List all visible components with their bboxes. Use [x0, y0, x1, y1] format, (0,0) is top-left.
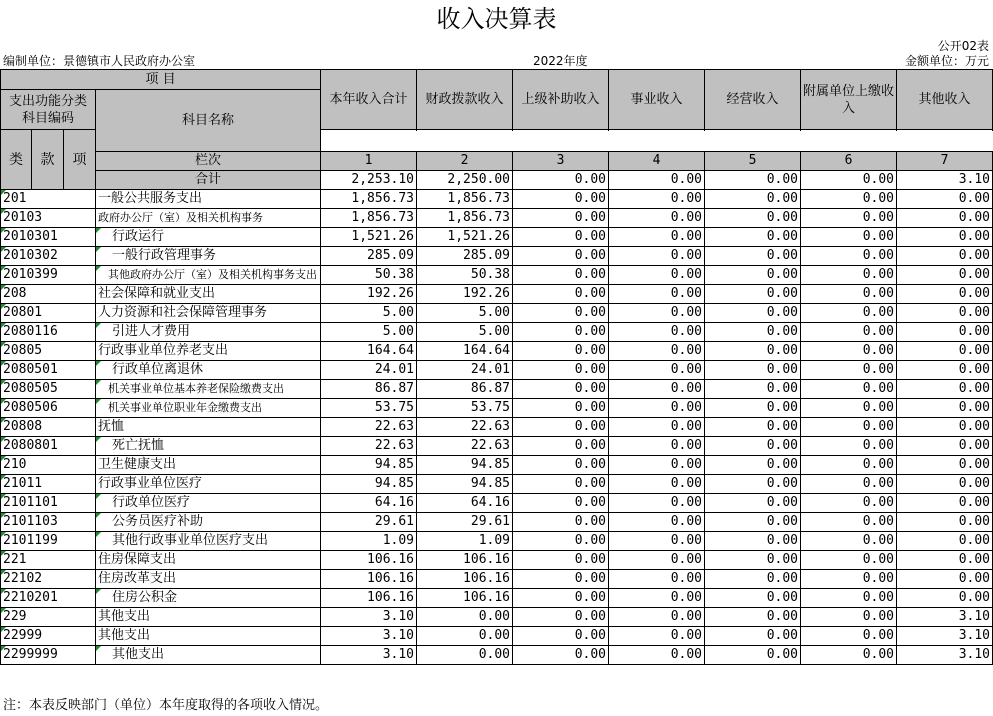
row-value[interactable]: 1,856.73: [321, 190, 417, 209]
total-value: 0.00: [801, 171, 897, 190]
row-name[interactable]: 人力资源和社会保障管理事务: [96, 304, 321, 323]
row-value[interactable]: 53.75: [321, 399, 417, 418]
row-value[interactable]: 0.00: [609, 228, 705, 247]
row-code[interactable]: 21011: [1, 475, 96, 494]
subject-name-header: 科目名称: [96, 90, 321, 152]
row-value[interactable]: 50.38: [417, 266, 513, 285]
row-value[interactable]: 1.09: [321, 532, 417, 551]
row-value[interactable]: 5.00: [417, 323, 513, 342]
row-code[interactable]: 2080116: [1, 323, 96, 342]
row-value[interactable]: 0.00: [609, 361, 705, 380]
row-value[interactable]: 0.00: [513, 532, 609, 551]
row-value[interactable]: 0.00: [609, 494, 705, 513]
row-value[interactable]: 0.00: [897, 418, 993, 437]
row-value[interactable]: 0.00: [705, 646, 801, 665]
row-value[interactable]: 0.00: [513, 399, 609, 418]
row-code[interactable]: 2080506: [1, 399, 96, 418]
row-value[interactable]: 0.00: [705, 570, 801, 589]
row-value[interactable]: 192.26: [321, 285, 417, 304]
row-value[interactable]: 1,521.26: [321, 228, 417, 247]
row-name[interactable]: 行政运行: [96, 228, 321, 247]
row-value[interactable]: 0.00: [801, 380, 897, 399]
row-code[interactable]: 201: [1, 190, 96, 209]
row-code[interactable]: 20805: [1, 342, 96, 361]
row-value[interactable]: 94.85: [321, 475, 417, 494]
row-value[interactable]: 50.38: [321, 266, 417, 285]
row-value[interactable]: 0.00: [897, 513, 993, 532]
row-value[interactable]: 0.00: [513, 608, 609, 627]
table-row: [1, 209, 993, 228]
row-code[interactable]: 2010399: [1, 266, 96, 285]
row-value[interactable]: 5.00: [321, 304, 417, 323]
table-row: [1, 342, 993, 361]
row-value[interactable]: 94.85: [417, 456, 513, 475]
row-code[interactable]: 20808: [1, 418, 96, 437]
row-value[interactable]: 0.00: [801, 418, 897, 437]
row-value[interactable]: 0.00: [705, 304, 801, 323]
row-name[interactable]: 其他政府办公厅（室）及相关机构事务支出: [96, 266, 321, 285]
xiang-header: 项: [64, 130, 96, 190]
table-row: [1, 456, 993, 475]
lanci-label: 栏次: [96, 152, 321, 171]
row-value[interactable]: 0.00: [705, 342, 801, 361]
table-row: [1, 608, 993, 627]
row-code[interactable]: 229: [1, 608, 96, 627]
unit-label: 编制单位：景德镇市人民政府办公室: [3, 54, 196, 68]
row-value[interactable]: 0.00: [897, 456, 993, 475]
row-name[interactable]: 引进人才费用: [96, 323, 321, 342]
col-num: 3: [513, 152, 609, 171]
row-code[interactable]: 20103: [1, 209, 96, 228]
row-value[interactable]: 0.00: [705, 551, 801, 570]
row-name[interactable]: 其他支出: [96, 608, 321, 627]
row-value[interactable]: 86.87: [417, 380, 513, 399]
table-row: [1, 437, 993, 456]
row-code[interactable]: 22999: [1, 627, 96, 646]
row-code[interactable]: 2010301: [1, 228, 96, 247]
row-name[interactable]: 机关事业单位职业年金缴费支出: [96, 399, 321, 418]
row-value[interactable]: 0.00: [705, 285, 801, 304]
row-value[interactable]: 0.00: [513, 380, 609, 399]
row-value[interactable]: 0.00: [897, 228, 993, 247]
row-value[interactable]: 0.00: [609, 551, 705, 570]
row-value[interactable]: 1.09: [417, 532, 513, 551]
row-value[interactable]: 0.00: [609, 247, 705, 266]
income-table: [0, 69, 993, 665]
total-value: 0.00: [705, 171, 801, 190]
table-row: [1, 551, 993, 570]
row-value[interactable]: 285.09: [417, 247, 513, 266]
row-value[interactable]: 0.00: [705, 456, 801, 475]
col-header-6: 附属单位上缴收入: [801, 70, 897, 130]
row-value[interactable]: 0.00: [609, 646, 705, 665]
row-value[interactable]: 0.00: [705, 399, 801, 418]
row-value[interactable]: 1,856.73: [321, 209, 417, 228]
row-value[interactable]: 0.00: [513, 342, 609, 361]
row-value[interactable]: 0.00: [609, 513, 705, 532]
form-code: 公开02表: [937, 39, 989, 53]
row-value[interactable]: 1,856.73: [417, 190, 513, 209]
row-value[interactable]: 0.00: [801, 589, 897, 608]
row-value[interactable]: 0.00: [897, 190, 993, 209]
row-value[interactable]: 0.00: [609, 209, 705, 228]
row-value[interactable]: 0.00: [801, 475, 897, 494]
row-value[interactable]: 106.16: [321, 551, 417, 570]
row-value[interactable]: 3.10: [321, 608, 417, 627]
row-value[interactable]: 0.00: [417, 627, 513, 646]
row-value[interactable]: 0.00: [513, 437, 609, 456]
item-header: 项 目: [1, 70, 321, 90]
row-value[interactable]: 0.00: [417, 646, 513, 665]
row-value[interactable]: 1,856.73: [417, 209, 513, 228]
row-code[interactable]: 2080501: [1, 361, 96, 380]
table-row: [1, 380, 993, 399]
row-value[interactable]: 53.75: [417, 399, 513, 418]
row-code[interactable]: 2080801: [1, 437, 96, 456]
row-value[interactable]: 0.00: [609, 342, 705, 361]
row-value[interactable]: 0.00: [513, 589, 609, 608]
row-value[interactable]: 0.00: [897, 380, 993, 399]
row-value[interactable]: 0.00: [801, 361, 897, 380]
row-value[interactable]: 94.85: [321, 456, 417, 475]
row-value[interactable]: 22.63: [417, 437, 513, 456]
row-value[interactable]: 0.00: [609, 399, 705, 418]
row-value[interactable]: 0.00: [609, 589, 705, 608]
row-value[interactable]: 0.00: [513, 266, 609, 285]
total-value: 0.00: [609, 171, 705, 190]
row-name[interactable]: 行政事业单位养老支出: [96, 342, 321, 361]
table-row: [1, 532, 993, 551]
row-value[interactable]: 0.00: [513, 247, 609, 266]
col-num: 7: [897, 152, 993, 171]
table-row: [1, 494, 993, 513]
row-value[interactable]: 0.00: [705, 475, 801, 494]
row-value[interactable]: 0.00: [513, 475, 609, 494]
row-value[interactable]: 0.00: [705, 361, 801, 380]
row-value[interactable]: 0.00: [705, 627, 801, 646]
row-value[interactable]: 0.00: [801, 532, 897, 551]
row-code[interactable]: 2210201: [1, 589, 96, 608]
col-header-5: 经营收入: [705, 70, 801, 130]
year-label: 2022年度: [533, 54, 588, 68]
row-value[interactable]: 0.00: [705, 608, 801, 627]
row-value[interactable]: 0.00: [897, 247, 993, 266]
row-name[interactable]: 机关事业单位基本养老保险缴费支出: [96, 380, 321, 399]
row-code[interactable]: 221: [1, 551, 96, 570]
row-code[interactable]: 2299999: [1, 646, 96, 665]
row-value[interactable]: 106.16: [321, 589, 417, 608]
row-code[interactable]: 210: [1, 456, 96, 475]
row-value[interactable]: 0.00: [801, 399, 897, 418]
row-value[interactable]: 0.00: [801, 437, 897, 456]
row-value[interactable]: 0.00: [801, 570, 897, 589]
row-value[interactable]: 0.00: [705, 494, 801, 513]
row-value[interactable]: 0.00: [609, 456, 705, 475]
row-value[interactable]: 0.00: [801, 608, 897, 627]
row-value[interactable]: 0.00: [513, 209, 609, 228]
row-value[interactable]: 0.00: [801, 228, 897, 247]
row-value[interactable]: 0.00: [417, 608, 513, 627]
row-value[interactable]: 24.01: [321, 361, 417, 380]
row-value[interactable]: 5.00: [321, 323, 417, 342]
row-value[interactable]: 0.00: [801, 646, 897, 665]
row-value[interactable]: 0.00: [897, 437, 993, 456]
row-value[interactable]: 0.00: [705, 209, 801, 228]
table-row: [1, 646, 993, 665]
row-value[interactable]: 0.00: [801, 247, 897, 266]
row-value[interactable]: 22.63: [321, 418, 417, 437]
row-value[interactable]: 0.00: [609, 190, 705, 209]
table-row: [1, 266, 993, 285]
row-value[interactable]: 0.00: [897, 570, 993, 589]
table-row: [1, 228, 993, 247]
row-name[interactable]: 社会保障和就业支出: [96, 285, 321, 304]
row-code[interactable]: 2101103: [1, 513, 96, 532]
row-value[interactable]: 106.16: [321, 570, 417, 589]
row-name[interactable]: 其他支出: [96, 646, 321, 665]
row-value[interactable]: 0.00: [897, 589, 993, 608]
row-name[interactable]: 一般行政管理事务: [96, 247, 321, 266]
total-value: 3.10: [897, 171, 993, 190]
row-value[interactable]: 0.00: [513, 361, 609, 380]
row-value[interactable]: 0.00: [897, 551, 993, 570]
row-value[interactable]: 0.00: [609, 323, 705, 342]
row-value[interactable]: 3.10: [897, 646, 993, 665]
row-value[interactable]: 0.00: [705, 532, 801, 551]
row-value[interactable]: 0.00: [609, 437, 705, 456]
table-row: [1, 570, 993, 589]
row-name[interactable]: 卫生健康支出: [96, 456, 321, 475]
page-title: 收入决算表: [436, 5, 557, 33]
row-value[interactable]: 0.00: [801, 494, 897, 513]
row-value[interactable]: 0.00: [705, 190, 801, 209]
row-value[interactable]: 0.00: [897, 532, 993, 551]
row-value[interactable]: 0.00: [897, 285, 993, 304]
row-value[interactable]: 0.00: [609, 304, 705, 323]
row-code[interactable]: 22102: [1, 570, 96, 589]
row-value[interactable]: 0.00: [801, 209, 897, 228]
row-value[interactable]: 24.01: [417, 361, 513, 380]
row-value[interactable]: 94.85: [417, 475, 513, 494]
row-value[interactable]: 64.16: [321, 494, 417, 513]
row-value[interactable]: 3.10: [897, 627, 993, 646]
row-value[interactable]: 0.00: [513, 551, 609, 570]
row-value[interactable]: 0.00: [897, 399, 993, 418]
col-header-3: 上级补助收入: [513, 70, 609, 130]
row-name[interactable]: 住房保障支出: [96, 551, 321, 570]
row-value[interactable]: 0.00: [513, 494, 609, 513]
row-name[interactable]: 死亡抚恤: [96, 437, 321, 456]
row-value[interactable]: 0.00: [897, 494, 993, 513]
row-value[interactable]: 0.00: [801, 323, 897, 342]
col-num: 5: [705, 152, 801, 171]
row-value[interactable]: 0.00: [513, 513, 609, 532]
table-row: [1, 513, 993, 532]
row-name[interactable]: 抚恤: [96, 418, 321, 437]
row-value[interactable]: 3.10: [897, 608, 993, 627]
row-value[interactable]: 0.00: [897, 323, 993, 342]
col-header-2: 财政拨款收入: [417, 70, 513, 130]
col-header-7: 其他收入: [897, 70, 993, 130]
row-name[interactable]: 住房改革支出: [96, 570, 321, 589]
row-value[interactable]: 0.00: [705, 589, 801, 608]
row-value[interactable]: 0.00: [609, 608, 705, 627]
row-value[interactable]: 0.00: [801, 627, 897, 646]
row-name[interactable]: 住房公积金: [96, 589, 321, 608]
table-row: [1, 475, 993, 494]
row-value[interactable]: 0.00: [705, 228, 801, 247]
table-row: [1, 399, 993, 418]
row-value[interactable]: 0.00: [609, 570, 705, 589]
col-num: 1: [321, 152, 417, 171]
row-value[interactable]: 0.00: [897, 266, 993, 285]
table-row: [1, 323, 993, 342]
row-value[interactable]: 106.16: [417, 589, 513, 608]
row-code[interactable]: 2101101: [1, 494, 96, 513]
footnote: 注：本表反映部门（单位）本年度取得的各项收入情况。: [3, 698, 329, 713]
row-name[interactable]: 其他行政事业单位医疗支出: [96, 532, 321, 551]
row-name[interactable]: 行政单位离退休: [96, 361, 321, 380]
row-value[interactable]: 5.00: [417, 304, 513, 323]
row-name[interactable]: 其他支出: [96, 627, 321, 646]
row-value[interactable]: 0.00: [609, 627, 705, 646]
col-header-4: 事业收入: [609, 70, 705, 130]
row-value[interactable]: 0.00: [513, 228, 609, 247]
total-label: 合计: [96, 171, 321, 190]
row-value[interactable]: 3.10: [321, 627, 417, 646]
row-value[interactable]: 0.00: [513, 570, 609, 589]
row-code[interactable]: 20801: [1, 304, 96, 323]
row-value[interactable]: 0.00: [897, 361, 993, 380]
row-value[interactable]: 0.00: [513, 304, 609, 323]
row-value[interactable]: 0.00: [897, 342, 993, 361]
row-value[interactable]: 0.00: [513, 285, 609, 304]
row-value[interactable]: 3.10: [321, 646, 417, 665]
row-value[interactable]: 0.00: [801, 190, 897, 209]
row-value[interactable]: 164.64: [417, 342, 513, 361]
table-row: [1, 247, 993, 266]
row-value[interactable]: 0.00: [705, 437, 801, 456]
row-value[interactable]: 0.00: [609, 285, 705, 304]
row-code[interactable]: 2101199: [1, 532, 96, 551]
row-code[interactable]: 208: [1, 285, 96, 304]
row-value[interactable]: 86.87: [321, 380, 417, 399]
table-row: [1, 627, 993, 646]
total-value: 0.00: [513, 171, 609, 190]
row-value[interactable]: 29.61: [417, 513, 513, 532]
row-value[interactable]: 22.63: [321, 437, 417, 456]
row-name[interactable]: 行政事业单位医疗: [96, 475, 321, 494]
row-value[interactable]: 0.00: [705, 266, 801, 285]
row-value[interactable]: 0.00: [801, 342, 897, 361]
func-code-header: 支出功能分类科目编码: [1, 90, 96, 130]
row-name[interactable]: 行政单位医疗: [96, 494, 321, 513]
row-value[interactable]: 0.00: [801, 285, 897, 304]
row-value[interactable]: 1,521.26: [417, 228, 513, 247]
row-value[interactable]: 0.00: [513, 190, 609, 209]
table-row: [1, 304, 993, 323]
lei-header: 类: [1, 130, 32, 190]
table-row: [1, 418, 993, 437]
row-value[interactable]: 0.00: [609, 532, 705, 551]
total-value: 2,253.10: [321, 171, 417, 190]
col-num: 4: [609, 152, 705, 171]
amount-unit: 金额单位：万元: [904, 54, 989, 68]
table-row: [1, 589, 993, 608]
col-num: 6: [801, 152, 897, 171]
row-value[interactable]: 0.00: [801, 304, 897, 323]
row-value[interactable]: 0.00: [513, 418, 609, 437]
row-value[interactable]: 0.00: [801, 513, 897, 532]
kuan-header: 款: [32, 130, 64, 190]
row-name[interactable]: 公务员医疗补助: [96, 513, 321, 532]
row-value[interactable]: 0.00: [609, 418, 705, 437]
row-value[interactable]: 22.63: [417, 418, 513, 437]
row-value[interactable]: 0.00: [897, 304, 993, 323]
row-value[interactable]: 106.16: [417, 551, 513, 570]
row-value[interactable]: 0.00: [513, 456, 609, 475]
row-value[interactable]: 0.00: [897, 209, 993, 228]
table-row: [1, 190, 993, 209]
table-row: [1, 285, 993, 304]
row-value[interactable]: 0.00: [513, 323, 609, 342]
table-row: [1, 361, 993, 380]
row-value[interactable]: 29.61: [321, 513, 417, 532]
row-value[interactable]: 0.00: [609, 380, 705, 399]
row-value[interactable]: 0.00: [705, 418, 801, 437]
row-value[interactable]: 0.00: [513, 646, 609, 665]
row-name[interactable]: 一般公共服务支出: [96, 190, 321, 209]
row-value[interactable]: 0.00: [705, 380, 801, 399]
row-value[interactable]: 0.00: [705, 247, 801, 266]
row-value[interactable]: 0.00: [705, 513, 801, 532]
row-value[interactable]: 0.00: [705, 323, 801, 342]
col-header-1: 本年收入合计: [321, 70, 417, 130]
row-value[interactable]: 0.00: [801, 551, 897, 570]
row-value[interactable]: 0.00: [801, 266, 897, 285]
col-num: 2: [417, 152, 513, 171]
row-code[interactable]: 2010302: [1, 247, 96, 266]
row-value[interactable]: 106.16: [417, 570, 513, 589]
row-value[interactable]: 164.64: [321, 342, 417, 361]
row-name[interactable]: 政府办公厅（室）及相关机构事务: [96, 209, 321, 228]
row-value[interactable]: 0.00: [513, 627, 609, 646]
row-value[interactable]: 0.00: [609, 266, 705, 285]
total-value: 2,250.00: [417, 171, 513, 190]
row-value[interactable]: 0.00: [897, 475, 993, 494]
row-value[interactable]: 0.00: [801, 456, 897, 475]
row-value[interactable]: 0.00: [609, 475, 705, 494]
row-code[interactable]: 2080505: [1, 380, 96, 399]
row-value[interactable]: 285.09: [321, 247, 417, 266]
row-value[interactable]: 64.16: [417, 494, 513, 513]
row-value[interactable]: 192.26: [417, 285, 513, 304]
